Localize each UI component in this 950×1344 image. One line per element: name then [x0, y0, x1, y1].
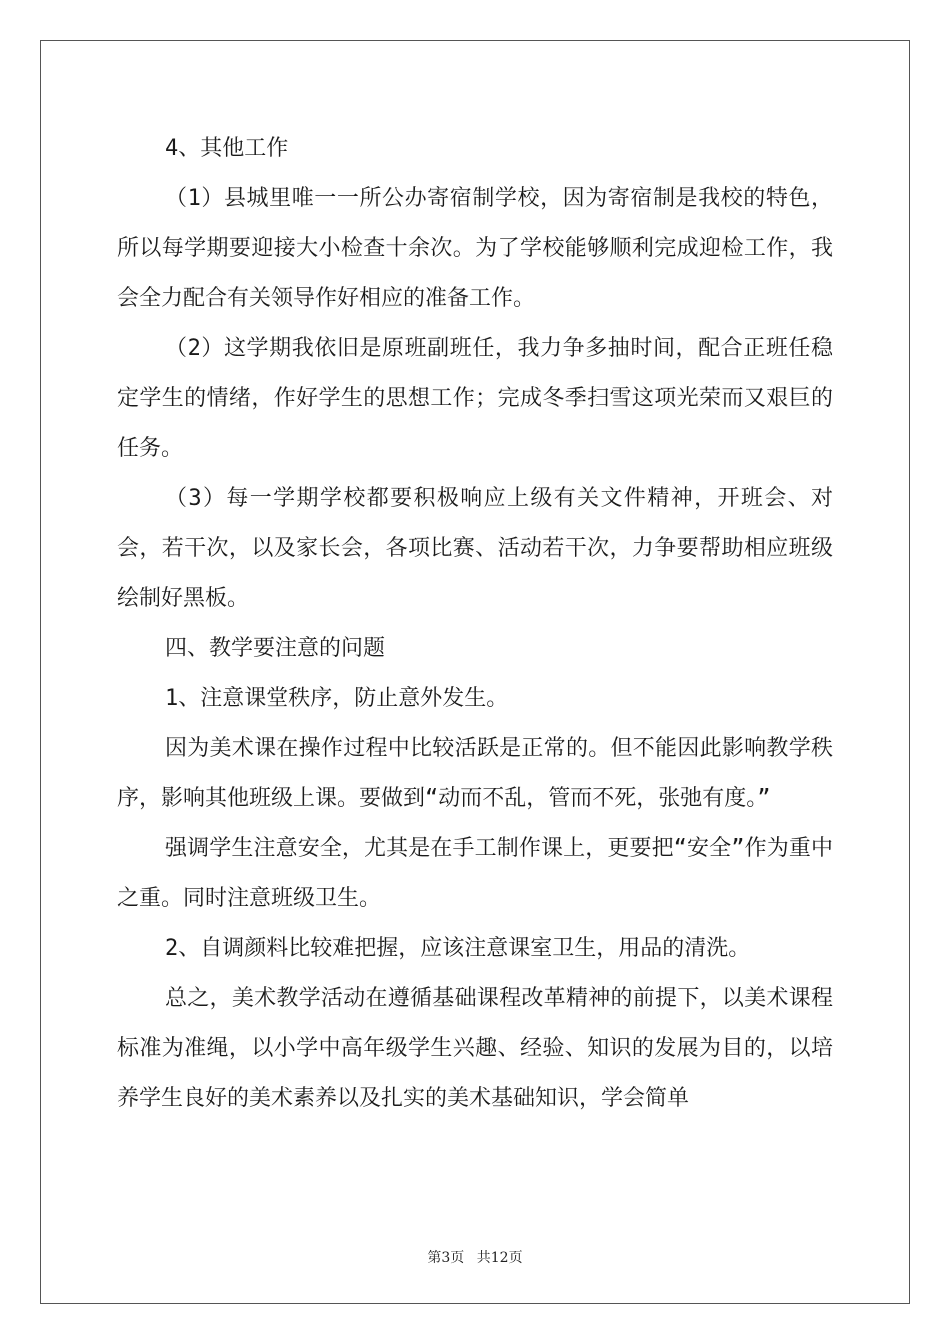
document-body [117, 124, 833, 1124]
paragraph-item-2: （2）这学期我依旧是原班副班任，我力争多抽时间，配合正班任稳定学生的情绪，作好学生的思想工作；完成冬季扫雪这项光荣而又艰巨的任务。 [117, 336, 833, 461]
page-total: 共12页 [476, 1250, 523, 1266]
paragraph-summary: 总之，美术教学活动在遵循基础课程改革精神的前提下，以美术课程标准为准绳，以小学中高年级学生兴趣、经验、知识的发展为目的，以培养学生良好的美术素养以及扎实的美术基础知识，学会简单 [117, 986, 833, 1111]
paragraph-safety: 强调学生注意安全，尤其是在手工制作课上，更要把“安全”作为重中之重。同时注意班级卫生。 [117, 836, 833, 911]
paragraph-art-class-activity: 因为美术课在操作过程中比较活跃是正常的。但不能因此影响教学秩序，影响其他班级上课。要做到“动而不乱，管而不死，张弛有度。” [117, 736, 833, 811]
page-number: 第3页 [427, 1250, 465, 1266]
paragraph-item-3: （3）每一学期学校都要积极响应上级有关文件精神，开班会、对会，若干次，以及家长会，各项比赛、活动若干次，力争要帮助相应班级绘制好黑板。 [117, 486, 833, 611]
paragraph-other-work-heading: 4、其他工作 [165, 136, 289, 161]
paragraph-paint-hygiene: 2、自调颜料比较难把握，应该注意课室卫生，用品的清洗。 [165, 936, 751, 961]
page-footer [0, 1247, 950, 1267]
section-heading-teaching-issues: 四、教学要注意的问题 [165, 636, 386, 661]
paragraph-item-1: （1）县城里唯一一所公办寄宿制学校，因为寄宿制是我校的特色，所以每学期要迎接大小检查十余次。为了学校能够顺利完成迎检工作，我会全力配合有关领导作好相应的准备工作。 [117, 186, 833, 311]
paragraph-classroom-order: 1、注意课堂秩序，防止意外发生。 [165, 686, 509, 711]
